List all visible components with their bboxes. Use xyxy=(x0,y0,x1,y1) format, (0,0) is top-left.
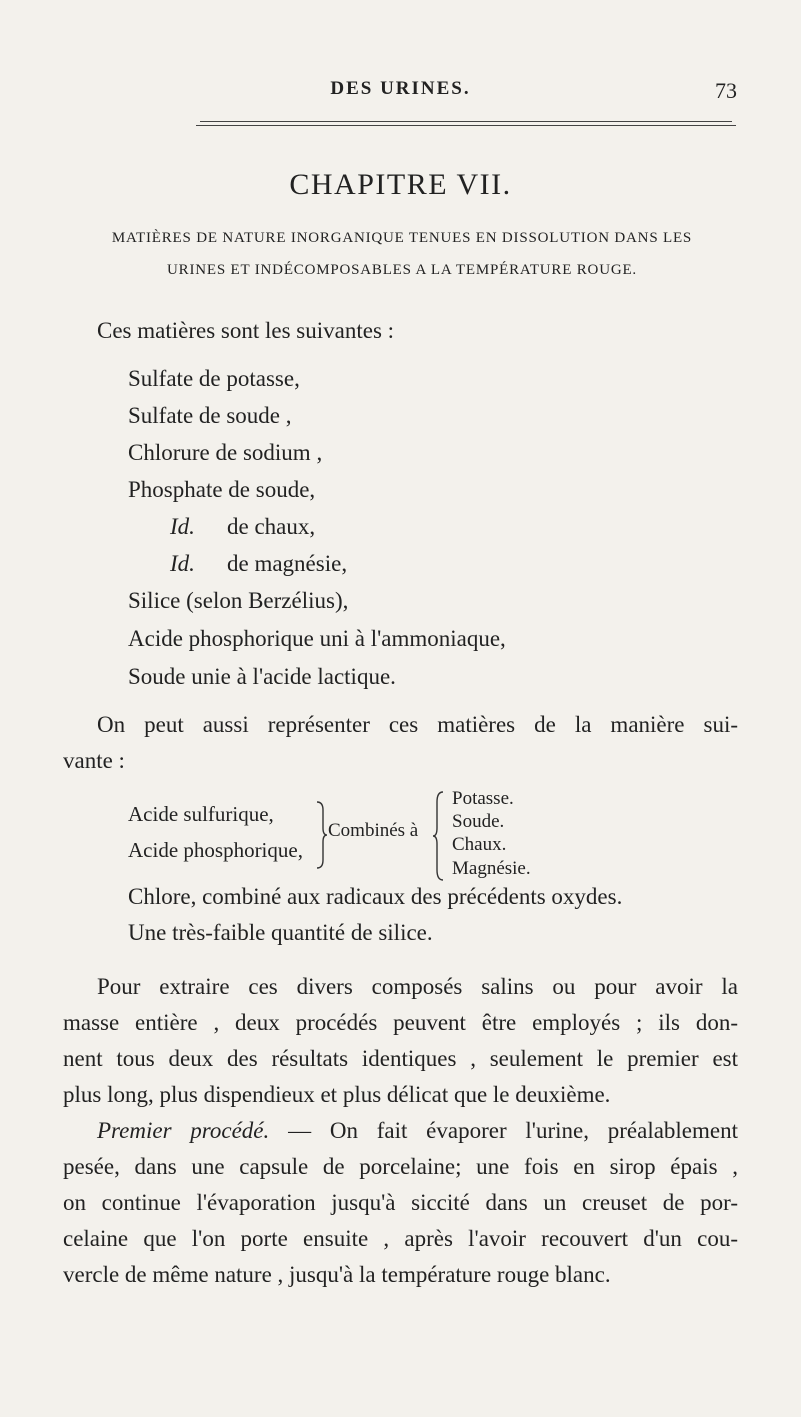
list-item xyxy=(128,477,315,503)
list-item xyxy=(128,366,300,392)
paragraph-line: nent tous deux des résultats identiques , seulement le premier est xyxy=(63,1046,738,1071)
paragraph-line: pesée, dans une capsule de porcelaine; une fois en sirop épais , xyxy=(63,1154,738,1179)
silice-line: Une très-faible quantité de silice. xyxy=(128,920,433,945)
list-item xyxy=(128,588,348,614)
paragraph-line: masse entière , deux procédés peuvent être employés ; ils don- xyxy=(63,1010,738,1035)
list-item-text: Chlorure de sodium , xyxy=(128,440,323,465)
list-item-text: Acide phosphorique uni à l'ammoniaque, xyxy=(128,626,506,651)
intro-line: Ces matières sont les suivantes : xyxy=(97,318,395,343)
base-name: Magnésie. xyxy=(452,858,531,879)
chlore-line: Chlore, combiné aux radicaux des précédents oxydes. xyxy=(128,884,623,909)
list-item xyxy=(128,664,396,690)
base-name: Potasse. xyxy=(452,788,514,809)
list-item-text: Soude unie à l'acide lactique. xyxy=(128,664,396,689)
procedure-label: Premier procédé. xyxy=(97,1118,270,1143)
chapter-title: CHAPITRE VII. xyxy=(289,168,512,201)
right-brace xyxy=(432,790,446,882)
header-rule-thin xyxy=(196,125,736,126)
running-title: DES URINES. xyxy=(330,78,471,99)
list-item-text: Silice (selon Berzélius), xyxy=(128,588,349,613)
list-item-lead: Id. xyxy=(170,514,195,539)
list-item-text: de magnésie, xyxy=(227,551,348,576)
list-item xyxy=(128,440,322,466)
acid-name: Acide phosphorique, xyxy=(128,838,303,862)
list-item xyxy=(170,514,316,540)
paragraph-line: vercle de même nature , jusqu'à la température rouge blanc. xyxy=(63,1262,611,1287)
paragraph-line: vante : xyxy=(63,748,125,773)
left-brace xyxy=(314,800,328,870)
paragraph-line: plus long, plus dispendieux et plus délicat que le deuxième. xyxy=(63,1082,611,1107)
list-item-text: Phosphate de soude, xyxy=(128,477,316,502)
list-item-text: Sulfate de potasse, xyxy=(128,366,300,391)
paragraph-line: on continue l'évaporation jusqu'à siccité dans un creuset de por- xyxy=(63,1190,738,1215)
list-item-lead: Id. xyxy=(170,551,195,576)
base-name: Chaux. xyxy=(452,834,507,855)
paragraph-line xyxy=(97,1118,738,1144)
list-item xyxy=(128,626,506,652)
page-number: 73 xyxy=(715,78,737,103)
paragraph-line: On peut aussi représenter ces matières de la manière sui- xyxy=(97,712,738,737)
list-item xyxy=(128,403,292,429)
list-item xyxy=(170,551,348,577)
list-item-text: Sulfate de soude , xyxy=(128,403,292,428)
list-item-text: de chaux, xyxy=(227,514,316,539)
base-name: Soude. xyxy=(452,811,505,832)
acid-name: Acide sulfurique, xyxy=(128,802,274,826)
combination-label: Combinés à xyxy=(328,820,419,841)
running-head xyxy=(0,78,801,108)
paragraph-line: Pour extraire ces divers composés salins ou pour avoir la xyxy=(97,974,738,999)
header-rule xyxy=(200,121,732,122)
paragraph-line: celaine que l'on porte ensuite , après l'avoir recouvert d'un cou- xyxy=(63,1226,738,1251)
chapter-subtitle-line1: MATIÈRES DE NATURE INORGANIQUE TENUES EN DISSOLUTION DANS LES xyxy=(111,230,693,246)
chapter-subtitle-line2: URINES ET INDÉCOMPOSABLES A LA TEMPÉRATURE ROUGE. xyxy=(167,262,637,278)
procedure-text: — On fait évaporer l'urine, préalablement xyxy=(288,1118,739,1143)
